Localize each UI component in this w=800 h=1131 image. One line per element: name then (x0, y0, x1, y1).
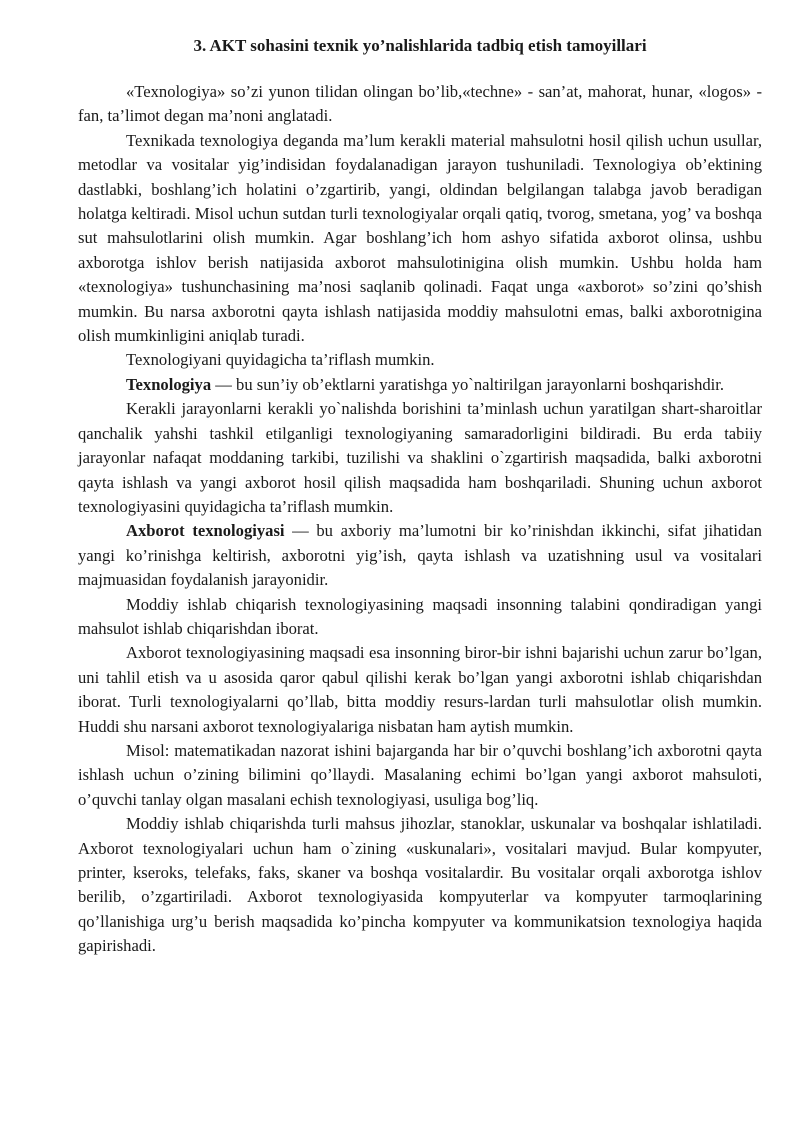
section-title: 3. AKT sohasini texnik yo’nalishlarida tadbiq etish tamoyillari (193, 36, 647, 55)
paragraph-definition-intro: Texnologiyani quyidagicha ta’riflash mumkin. (126, 350, 435, 370)
document-page (78, 34, 762, 959)
term-info-technology: Axborot texnologiyasi (126, 521, 285, 541)
paragraph-info-technology-goal: Axborot texnologiyasining maqsadi esa insonning biror-bir ishni bajarishi uchun zarur bo’lgan, uni tahlil etish va u asosida qaror qabul qilishi kerak bo’lgan yangi axborotni ishlab chiqarishdan iborat. Turli texnologiyalarni qo’llab, bitta moddiy resurs-lardan turli mahsulotlar olish mumkin. Huddi shu narsani axborot texnologiyalariga nisbatan ham aytish mumkin. (78, 643, 762, 736)
paragraph-technology-definition: Texnologiya — bu sun’iy ob’ektlarni yaratishga yo`naltirilgan jarayonlarni boshqarishdir. (126, 374, 725, 394)
term-technology: Texnologiya (126, 374, 212, 394)
paragraph-tools: Moddiy ishlab chiqarishda turli mahsus jihozlar, stanoklar, uskunalar va boshqalar ishlatiladi. Axborot texnologiyalari uchun ham o`zining «uskunalari», vositalari mavjud. Bular kompyuter, printer, kseroks, telefaks, faks, skaner va boshqa vositalardir. Bu vositalar orqali axborotga ishlov berilib, o’zgartiriladi. Axborot texnologiyasida kompyuterlar va kompyuter tarmoqlarining qo’llanishiga urg’u berish maqsadida ko’pincha kompyuter va kommunikatsion texnologiya haqida gapirishadi. (78, 814, 762, 956)
paragraph-material-production: Moddiy ishlab chiqarish texnologiyasining maqsadi insonning talabini qondiradigan yangi mahsulot ishlab chiqarishdan iborat. (78, 594, 762, 638)
paragraph-etymology: «Texnologiya» so’zi yunon tilidan olingan bo’lib,«techne» - san’at, mahorat, hunar, «logos» - fan, ta’limot degan ma’noni anglatadi. (78, 82, 762, 126)
paragraph-technology-meaning: Texnikada texnologiya deganda ma’lum kerakli material mahsulotni hosil qilish uchun usullar, metodlar va vositalar yig’indisidan foydalanadigan jarayon tushuniladi. Texnologiya ob’ektining dastlabki, boshlang’ich holatini o’zgartirib, yangi, oldindan belgilangan talabga javob beradigan holatga keltiradi. Misol uchun sutdan turli texnologiyalar orqali qatiq, tvorog, smetana, yog’ va boshqa sut mahsulotlarini olish mumkin. Agar boshlang’ich hom ashyo sifatida axborot olinsa, ushbu axborotga ishlov berish natijasida axborot mahsulotinigina olish mumkin. Ushbu holda ham «texnologiya» tushunchasining ma’nosi saqlanib qolinadi. Faqat unga «axborot» so’zini qo’shish mumkin. Bu narsa axborotni qayta ishlash natijasida moddiy mahsulotni emas, balki axborotnigina olish mumkinligini aniqlab turadi. (78, 130, 762, 346)
paragraph-efficiency: Kerakli jarayonlarni kerakli yo`nalishda borishini ta’minlash uchun yaratilgan shart-sharoitlar qanchalik yahshi tashkil etilganligi texnologiyaning samaradorligini bildiradi. Bu erda tabiiy jarayonlar nafaqat moddaning tarkibi, tuzilishi va shaklini o`zgartirish maqsadida, balki axborotni qayta ishlash va yangi axborot hosil qilish maqsadida ham boshqariladi. Shuning uchun axborot texnologiyasini quyidagicha ta’riflash mumkin. (78, 399, 762, 516)
paragraph-example: Misol: matematikadan nazorat ishini bajarganda har bir o’quvchi boshlang’ich axborotni qayta ishlash uchun o’zining bilimini qo’llaydi. Masalaning echimi bo’lgan yangi axborot mahsuloti, o’quvchi tanlay olgan masalani echish texnologiyasi, usuliga bog’liq. (78, 740, 762, 809)
paragraph-info-technology-definition: Axborot texnologiyasi — bu axboriy ma’lumotni bir ko’rinishdan ikkinchi, sifat jihatidan yangi ko’rinishga keltirish, axborotni yig’ish, qayta ishlash va uzatishning usul va vositalari majmuasidan foydalanish jarayonidir. (78, 521, 762, 590)
